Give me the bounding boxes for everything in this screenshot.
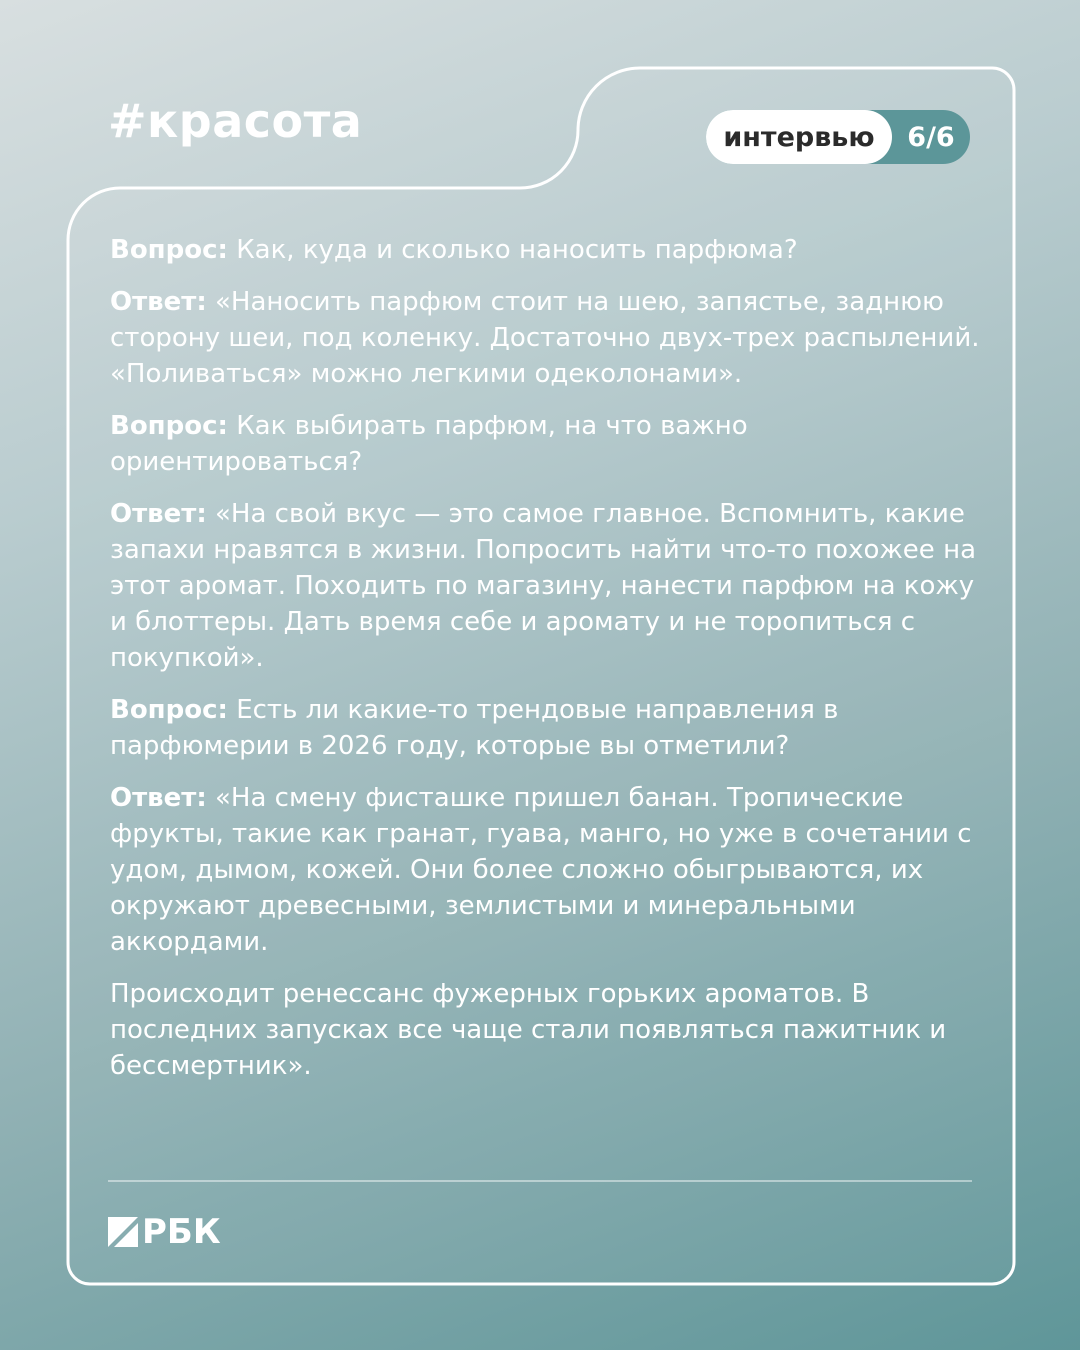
qa-label: Вопрос: bbox=[110, 235, 228, 265]
qa-text: Как выбирать парфюм, на что важно ориентироваться? bbox=[110, 411, 748, 477]
qa-label: Ответ: bbox=[110, 499, 207, 529]
logo-text: РБК bbox=[142, 1212, 221, 1252]
qa-label: Вопрос: bbox=[110, 695, 228, 725]
qa-text: Как, куда и сколько наносить парфюма? bbox=[236, 235, 798, 265]
rbc-logo-icon bbox=[108, 1217, 138, 1247]
page-indicator: 6/6 bbox=[907, 121, 955, 153]
qa-item bbox=[110, 408, 980, 480]
rbc-logo bbox=[108, 1214, 221, 1250]
qa-text: «На смену фисташке пришел банан. Тропические фрукты, такие как гранат, гуава, манго, но уже в сочетании с удом, дымом, кожей. Они более сложно обыгрываются, их окружают древесными, землистыми и минеральными аккордами. bbox=[110, 783, 972, 957]
qa-text: «Наносить парфюм стоит на шею, запястье, заднюю сторону шеи, под коленку. Достаточно двух-трех распылений. «Поливаться» можно легкими одеколонами». bbox=[110, 287, 980, 389]
qa-text: Есть ли какие-то трендовые направления в парфюмерии в 2026 году, которые вы отметили? bbox=[110, 695, 839, 761]
qa-item bbox=[110, 284, 980, 392]
tag-pill bbox=[706, 110, 970, 164]
tag-label: интервью bbox=[706, 110, 892, 164]
closing-paragraph: Происходит ренессанс фужерных горьких ароматов. В последних запусках все чаще стали появляться пажитник и бессмертник». bbox=[110, 979, 947, 1081]
qa-item bbox=[110, 496, 980, 676]
qa-text: «На свой вкус — это самое главное. Вспомнить, какие запахи нравятся в жизни. Попросить найти что-то похожее на этот аромат. Походить по магазину, нанести парфюм на кожу и блоттеры. Дать время себе и аромату и не торопиться с покупкой». bbox=[110, 499, 976, 673]
qa-item bbox=[110, 692, 980, 764]
footer-divider bbox=[108, 1180, 972, 1182]
qa-item bbox=[110, 232, 980, 268]
qa-label: Ответ: bbox=[110, 783, 207, 813]
article-body bbox=[110, 232, 980, 1100]
qa-label: Вопрос: bbox=[110, 411, 228, 441]
qa-item bbox=[110, 780, 980, 960]
hashtag-title: #красота bbox=[108, 94, 363, 148]
qa-label: Ответ: bbox=[110, 287, 207, 317]
